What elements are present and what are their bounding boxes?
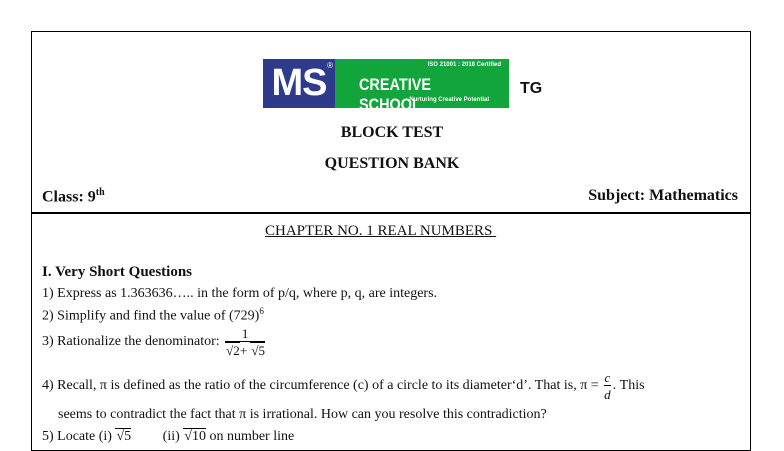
header-divider bbox=[31, 212, 751, 214]
question-4 bbox=[42, 370, 645, 402]
sqrt-5-locate: √5 bbox=[116, 429, 132, 444]
logo-certification: ISO 21001 : 2018 Certified bbox=[427, 62, 501, 68]
plus-sign: + bbox=[239, 343, 251, 358]
sqrt-2: √2 bbox=[226, 343, 240, 358]
question-5 bbox=[42, 429, 294, 445]
pi-denominator: d bbox=[604, 387, 611, 402]
test-subtitle: QUESTION BANK bbox=[324, 155, 460, 172]
question-3-denominator bbox=[225, 341, 265, 358]
section-heading: I. Very Short Questions bbox=[42, 264, 193, 280]
logo-registered-mark: ® bbox=[327, 61, 332, 70]
chapter-heading: CHAPTER NO. 1 REAL NUMBERS bbox=[265, 223, 497, 239]
question-3-numerator: 1 bbox=[241, 326, 249, 341]
logo-ms-mark bbox=[263, 59, 335, 108]
logo-school-name: CREATIVE SCHOOL bbox=[359, 75, 431, 114]
question-2-text: 2) Simplify and find the value of (729) bbox=[42, 308, 260, 324]
subject-label: Subject: Mathematics bbox=[588, 187, 738, 204]
question-3-text: 3) Rationalize the denominator: bbox=[42, 334, 220, 350]
question-4-text-end: . This bbox=[612, 378, 645, 394]
logo-ms-text: MS bbox=[271, 62, 327, 104]
school-logo bbox=[263, 59, 509, 114]
test-title: BLOCK TEST bbox=[340, 124, 444, 141]
question-5-text-c: on number line bbox=[205, 429, 295, 444]
logo-tagline: Nurturing Creative Potential bbox=[409, 97, 489, 103]
sqrt-10-locate: √10 bbox=[184, 429, 206, 444]
class-superscript: th bbox=[95, 187, 105, 198]
pi-fraction bbox=[604, 370, 611, 402]
logo-green-panel bbox=[335, 59, 509, 114]
question-4-text: 4) Recall, π is defined as the ratio of the circumference (c) of a circle to its diameter‘d’. That is, π = bbox=[42, 378, 599, 394]
question-3 bbox=[42, 326, 267, 358]
class-text: Class: 9 bbox=[42, 188, 96, 206]
question-5-text-b: (ii) bbox=[131, 429, 184, 444]
pi-numerator: c bbox=[604, 370, 611, 385]
class-label bbox=[42, 187, 105, 206]
question-1: 1) Express as 1.363636….. in the form of p/q, where p, q, are integers. bbox=[42, 286, 438, 301]
sqrt-5: √5 bbox=[251, 343, 266, 358]
question-2 bbox=[42, 306, 264, 325]
question-3-fraction bbox=[225, 326, 265, 358]
question-4-line-2: seems to contradict the fact that π is irrational. How can you resolve this contradiction? bbox=[58, 407, 547, 422]
header-code: TG bbox=[520, 80, 543, 97]
question-2-exponent: 6 bbox=[259, 306, 264, 316]
question-5-text-a: 5) Locate (i) bbox=[42, 429, 116, 444]
